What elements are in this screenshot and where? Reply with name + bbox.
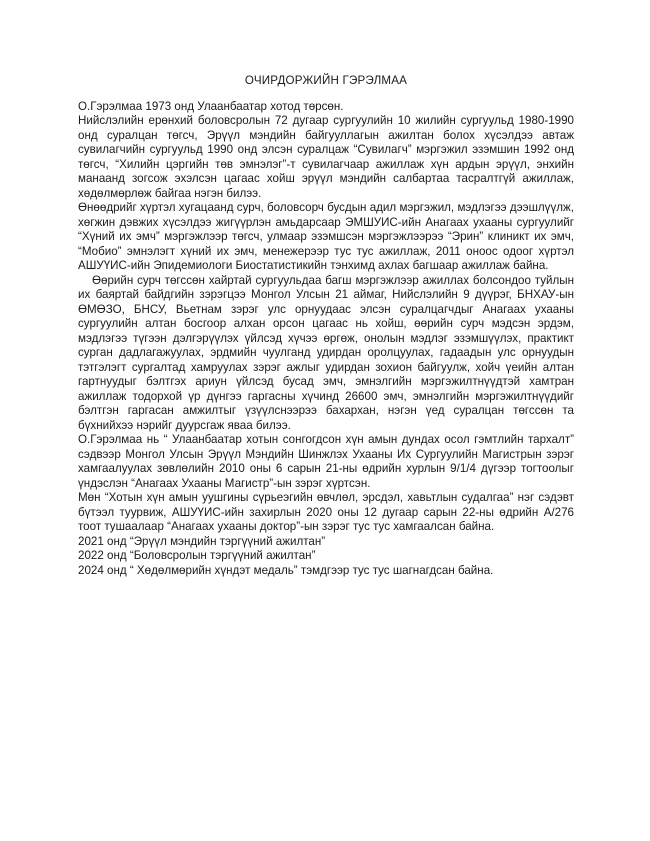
paragraph-birth: О.Гэрэлмаа 1973 онд Улаанбаатар хотод төрсөн. [78,99,344,113]
award-line-2021: 2021 онд “Эрүүл мэндийн тэргүүний ажилтан” [78,534,326,548]
award-line-2024: 2024 онд “ Хөдөлмөрийн хүндэт медаль” тэмдгээр тус тус шагнагдсан байна. [78,563,494,577]
paragraph-masters: О.Гэрэлмаа нь “ Улаанбаатар хотын сонгогдсон хүн амын дундах осол гэмтлийн тархалт” сэдвээр Монгол Улсын Эрүүл Мэндийн Шинжлэх Ухааны Их Сургуулийн Магистрын зэрэг хамгаалуулах зөвлөлийн 2010 оны 6 сарын 21-ны өдрийн хурлын 9/1/4 дүгээр тогтоолыг үндэслэн “Анагаах Ухааны Магистр”-ын зэрэг хүртсэн. [78,433,574,490]
paragraph-doctorate: Мөн “Хотын хүн амын уушгины сүрьеэгийн өвчлөл, эрсдэл, хавьтлын судалгаа” нэг сэдэвт бүтээл туурвиж, АШУҮИС-ийн захирлын 2020 оны 12 дугаар сарын 22-ны өдрийн А/276 тоот тушаалаар “Анагаах ухааны доктор”-ын зэрэг тус тус хамгаалсан байна. [78,491,574,533]
award-line-2022: 2022 онд “Боловсролын тэргүүний ажилтан” [78,549,316,562]
paragraph-early-career: Нийслэлийн ерөнхий боловсролын 72 дугаар сургуулийн 10 жилийн сургуульд 1980-1990 онд суралцан төгсч, Эрүүл мэндийн байгууллагын ажилтан болох хүсэлдээ автаж сувилагчийн сургуульд 1990 онд элсэн суралцаж “Сувилагч” мэргэжил эзэмшин 1992 онд төгсч, “Хилийн цэргийн төв эмнэлэг”-т сувилагчаар ажиллаж хүн ардын эрүүл, энхийн манаанд зогсож эхэлсэн цагаас хойш эрүүл мэндийн салбартаа тасралтгүй ажиллаж, хөдөлмөрлөж байгаа нэгэн билээ. [78,114,574,200]
document-page [78,74,574,578]
paragraph-teaching: Өөрийн сурч төгссөн хайртай сургуульдаа багш мэргэжлээр ажиллах болсондоо туйлын их баяртай байдгийн зэрэгцээ Монгол Улсын 21 аймаг, Нийслэлийн 9 дүүрэг, БНХАУ-ын ӨМӨЗО, БНСУ, Вьетнам зэрэг улс орнуудаас элсэн суралцагчдыг Анагаах ухааны сургуулийн алтан босгоор алхан орсон цагаас нь хойш, өөрийн сурч мэдсэн эрдэм, мэдлэгээ түгээн дэлгэрүүлэх үйлсэд хүчээ өргөж, онолын мэдлэг эзэмшүүлэх, практикт сурган дадлагажуулах, эрдмийн чуулганд удирдан оролцуулах, гадаадын улс орнуудын тэтгэлэгт сургалтад хамруулах зэрэг ажлыг удирдан зохион байгуулж, хойч үеийн алтан гартнуудыг бэлтгэх ариун үйлсэд бусад эмч, эмнэлгийн мэргэжилтнүүдтэй хамтран ажиллаж тодорхой үр дүнгээ гаргасны хүчинд 26600 эмч, эмнэлгийн мэргэжилтнүүдийг бэлтгэн гаргасан амжилтыг үзүүлснээрээ бахархан, нэгэн үед суралцан төгссөн та бүхнийхээ нэрийг дуурсгаж яваа билээ. [78,273,574,432]
paragraph-education: Өнөөдрийг хүртэл хугацаанд сурч, боловсорч бусдын адил мэргэжил, мэдлэгээ дээшлүүлж, хөгжин дэвжих хүсэлдээ жигүүрлэн амьдарсаар ЭМШУИС-ийн Анагаах ухааны сургуулийг “Хүний их эмч” мэргэжлээр төгсч, улмаар эзэмшсэн мэргэжлээрээ “Эрин” клиникт их эмч, “Мобио” эмнэлэгт хүний их эмч, менежерээр тус тус ажиллаж, 2011 оноос одоог хүртэл АШУҮИС-ийн Эпидемиологи Биостатистикийн тэнхимд ахлах багшаар ажиллаж байна. [78,201,574,272]
document-title: ОЧИРДОРЖИЙН ГЭРЭЛМАА [244,74,408,87]
